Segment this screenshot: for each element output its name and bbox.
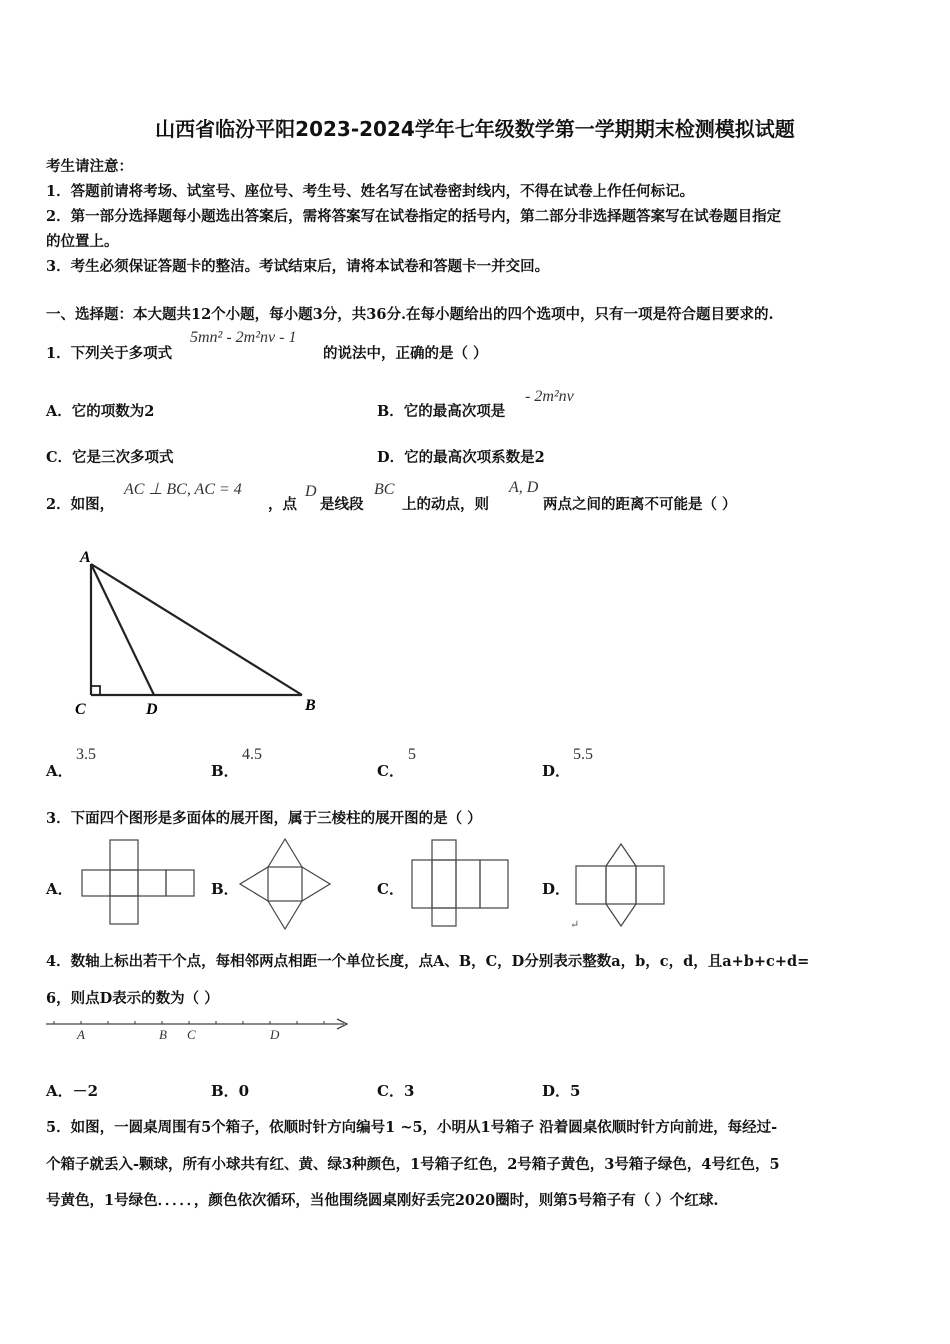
axis-label-d: D	[270, 1027, 280, 1042]
q2-text: ，点	[268, 496, 297, 513]
axis-label-b: B	[159, 1027, 167, 1042]
label-a: A	[80, 549, 91, 566]
q4-line2: 6，则点D表示的数为（ ）	[46, 990, 219, 1007]
q3-net-c	[410, 838, 512, 930]
q1-option-b: B．它的最高次项是	[377, 403, 506, 420]
q2-option-d-label: D．	[542, 762, 571, 780]
q2-suffix: 两点之间的距离不可能是（ ）	[543, 496, 737, 513]
q2-prefix: 2．如图，	[46, 496, 115, 513]
label-d: D	[146, 701, 158, 718]
q1-prefix: 1．下列关于多项式	[46, 345, 173, 362]
q2-option-c-label: C．	[377, 762, 404, 780]
return-mark: ↵	[570, 918, 580, 931]
notice-item: 3．考生必须保证答题卡的整洁。考试结束后，请将本试卷和答题卡一并交回。	[46, 258, 550, 275]
q5-line2: 个箱子就丢入-颗球，所有小球共有红、黄、绿3种颜色，1号箱子红色，2号箱子黄色，3号箱子绿色，4号红色，5	[46, 1156, 780, 1173]
right-angle-mark	[91, 686, 100, 695]
q1-option-b-expr: - 2m²nv	[525, 388, 574, 405]
q1-suffix: 的说法中，正确的是（ ）	[323, 345, 488, 362]
axis-label-a: A	[77, 1027, 85, 1042]
label-b: B	[305, 697, 316, 714]
q4-option-b: B．0	[211, 1082, 250, 1100]
notice-item: 2．第一部分选择题每小题选出答案后，需将答案写在试卷指定的括号内，第二部分非选择题答案写在试卷题目指定	[46, 208, 782, 225]
q3-text: 3．下面四个图形是多面体的展开图，属于三棱柱的展开图的是（ ）	[46, 810, 482, 827]
notice-item: 的位置上。	[46, 233, 119, 250]
q2-option-d-value: 5.5	[573, 746, 593, 763]
q2-condition: AC ⊥ BC, AC = 4	[124, 481, 242, 498]
q3-option-c-label: C．	[377, 880, 404, 898]
q1-option-a: A．它的项数为2	[46, 403, 155, 420]
q3-net-a	[80, 838, 200, 930]
q2-text: 上的动点，则	[402, 496, 489, 513]
q4-line1: 4．数轴上标出若干个点，每相邻两点相距一个单位长度，点A、B，C，D分别表示整数a，b，c，d，且a+b+c+d=	[46, 953, 810, 970]
q2-option-a-label: A．	[46, 762, 73, 780]
q2-option-c-value: 5	[408, 746, 416, 763]
q1-option-c: C．它是三次多项式	[46, 449, 174, 466]
q4-option-a: A．－2	[46, 1082, 99, 1100]
q4-option-c: C．3	[377, 1082, 415, 1100]
q4-option-d: D．5	[542, 1082, 581, 1100]
notice-heading: 考生请注意：	[46, 158, 133, 175]
number-line	[44, 1014, 354, 1046]
q2-triangle-figure	[70, 540, 330, 725]
axis-label-c: C	[187, 1027, 196, 1042]
q3-net-d	[572, 838, 668, 930]
q2-segment-bc: BC	[374, 481, 395, 498]
q5-line1: 5．如图，一圆桌周围有5个箱子，依顺时针方向编号1 ~5，小明从1号箱子 沿着圆桌依顺时针方向前进，每经过-	[46, 1119, 778, 1136]
page-title: 山西省临汾平阳2023-2024学年七年级数学第一学期期末检测模拟试题	[155, 117, 795, 141]
q2-text: 是线段	[320, 496, 364, 513]
q3-net-b	[237, 836, 333, 932]
q2-points-ad: A, D	[509, 479, 539, 496]
q1-option-d: D．它的最高次项系数是2	[377, 449, 545, 466]
section-heading: 一、选择题：本大题共12个小题，每小题3分，共36分.在每小题给出的四个选项中，只有一项是符合题目要求的.	[46, 306, 774, 323]
q3-option-d-label: D．	[542, 880, 571, 898]
q3-option-a-label: A．	[46, 880, 73, 898]
notice-item: 1．答题前请将考场、试室号、座位号、考生号、姓名写在试卷密封线内，不得在试卷上作任何标记。	[46, 183, 695, 200]
label-c: C	[75, 701, 86, 718]
q2-option-a-value: 3.5	[76, 746, 96, 763]
q2-option-b-value: 4.5	[242, 746, 262, 763]
q2-option-b-label: B．	[211, 762, 239, 780]
q1-expression: 5mn² - 2m²nv - 1	[190, 329, 297, 346]
q5-line3: 号黄色，1号绿色．．．．．，颜色依次循环，当他围绕圆桌刚好丢完2020圈时，则第5号箱子有（ ）个红球.	[46, 1192, 719, 1209]
q2-point-d: D	[305, 483, 317, 500]
q3-option-b-label: B．	[211, 880, 239, 898]
